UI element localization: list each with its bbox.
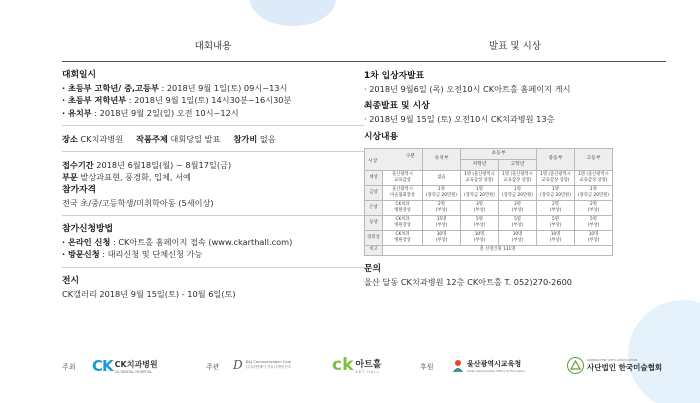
final-announcement-section: [364, 95, 666, 125]
first-announcement-heading: 1차 입상자발표: [364, 71, 425, 81]
schedule-value: : 2018년 9월 2일(일) 오전 10시~12시: [91, 107, 239, 118]
place-label: 장소: [62, 133, 78, 144]
table-cell: 2명 (부상): [537, 200, 575, 215]
reception-section: [62, 152, 364, 216]
award-table-heading: 시상내용: [364, 131, 398, 142]
reception-value: 2018년 6월18일(월) ~ 8월17일(금): [93, 160, 232, 171]
theme-value: 대회당일 발표: [167, 133, 221, 144]
table-cell: 울산광역시 미술협회장상: [383, 185, 423, 200]
fee-label: 참가비: [233, 133, 258, 144]
table-cell: 15명 (부상): [423, 215, 461, 230]
table-cell: 1명 (장학금 20만원): [537, 185, 575, 200]
ck-mark-text: CK: [92, 357, 113, 375]
table-cell: 5명 (부상): [461, 215, 499, 230]
schedule-section: [62, 62, 364, 126]
reception-line: [62, 159, 364, 171]
table-header-high: 고등부: [575, 148, 613, 170]
arthall-logo-text: [353, 357, 381, 374]
exhibition-heading: 전시: [62, 275, 79, 286]
table-note-row: [365, 245, 613, 255]
schedule-value: : 2018년 9월 1일(토) 14시30분~16시30분: [126, 95, 292, 106]
table-header-elementary: 초등부: [461, 148, 537, 159]
apply-label: · 온라인 신청: [62, 237, 111, 248]
contact-value: 울산 달동 CK치과병원 12층 CK아트홀 T. 052)270-2600: [364, 276, 572, 287]
category-label: 부문: [62, 172, 78, 183]
table-cell: 5명 (부상): [499, 215, 537, 230]
table-cell: 10명 (부상): [461, 230, 499, 245]
table-header-kinder: 유치부: [423, 148, 461, 170]
apply-value: : CK아트홀 홈페이지 접속 (www.ckarthall.com): [110, 237, 293, 248]
arthall-logo-sub: ART HALL: [355, 369, 381, 374]
apply-heading: 참가신청방법: [62, 224, 113, 235]
schedule-label: · 초등부 저학년부: [62, 95, 127, 106]
ck-dental-logo: [92, 357, 158, 375]
apply-line: [62, 248, 364, 260]
sponsor-label: 후원: [420, 363, 434, 371]
final-announcement-heading: 최종발표 및 시상: [364, 101, 430, 112]
award-table-header-row: [365, 148, 613, 159]
award-table-section: [364, 126, 666, 256]
schedule-line: [62, 94, 364, 106]
table-cell: 1명 (울산광역시 교육감상 상장): [537, 170, 575, 185]
exhibition-section: [62, 268, 364, 306]
ulsan-education-icon: [452, 359, 464, 373]
table-cell: 없음: [423, 170, 461, 185]
table-row-label: 장려상: [365, 230, 383, 245]
table-cell: 1명 (울산광역시 교육감상 상장): [461, 170, 499, 185]
table-cell: 30명 (부상): [423, 230, 461, 245]
first-announcement-section: [364, 62, 666, 95]
awards-column: [364, 38, 666, 288]
table-cell: CK치과 병원장상: [383, 230, 423, 245]
schedule-line: [62, 82, 364, 94]
table-row-label: 금상: [365, 185, 383, 200]
award-table: [364, 148, 613, 256]
table-corner-cell: [365, 148, 423, 170]
qualification-value: 전국 초/중/고등학생/미취학아동 (5세이상): [62, 197, 214, 208]
place-theme-section: [62, 126, 364, 152]
dj-logo-sub-en: D&J Communication Corp: [245, 360, 292, 364]
korean-fine-arts-sub: KOREAN FINE ARTS ASSOCIATION: [587, 358, 638, 362]
category-line: [62, 171, 364, 183]
host-label: 주최: [62, 363, 76, 371]
korean-fine-arts-name: 사단법인 한국미술협회: [587, 363, 663, 372]
apply-label: · 방문신청: [62, 249, 100, 260]
category-value: 발상과표현, 풍경화, 입체, 서예: [77, 172, 191, 183]
apply-line: [62, 236, 364, 248]
ck-logo-mark: [92, 357, 113, 375]
contact-section: [364, 256, 666, 288]
table-cell: 1명 (울산광역시 교육감상 상장): [499, 170, 537, 185]
table-cell: 10명 (부상): [575, 230, 613, 245]
schedule-label: · 초등부 고학년/ 중,고등부: [62, 83, 159, 93]
table-cell: CK치과 병원장상: [383, 215, 423, 230]
table-row: [365, 170, 613, 185]
schedule-label: · 유치부: [62, 107, 92, 118]
ck-logo-text: [115, 359, 158, 374]
table-cell: 1명 (울산광역시 교육감상 상장): [575, 170, 613, 185]
schedule-heading: 대회일시: [62, 70, 96, 80]
table-cell: 1명 (장학금 20만원): [423, 185, 461, 200]
awards-title: 발표 및 시상: [364, 38, 666, 62]
table-cell: 2명 (부상): [575, 200, 613, 215]
arthall-logo-mark: ck: [332, 355, 354, 375]
table-row-label: 은상: [365, 200, 383, 215]
place-theme-line: [62, 133, 364, 145]
dj-logo-text: [246, 360, 292, 370]
table-row-label: 동상: [365, 215, 383, 230]
table-cell: 1명 (장학금 20만원): [499, 185, 537, 200]
contest-details-title: 대회내용: [62, 38, 364, 62]
table-header-middle: 중등부: [537, 148, 575, 170]
contest-details-column: [62, 38, 364, 306]
table-row: [365, 200, 613, 215]
korean-fine-arts-text: [587, 358, 662, 373]
contact-heading: 문의: [364, 263, 381, 274]
dj-communication-logo: [233, 358, 291, 372]
qualification-heading: 참가자격: [62, 184, 96, 195]
table-cell: 울산광역시 교육감상: [383, 170, 423, 185]
table-row: [365, 185, 613, 200]
table-cell: 5명 (부상): [537, 215, 575, 230]
table-cell: 3명 (부상): [499, 200, 537, 215]
ulsan-education-text: [464, 359, 525, 373]
korean-fine-arts-logo: [567, 357, 662, 374]
arthall-logo-name: 아트홀: [355, 359, 382, 370]
table-header-high-grade: 고학년: [499, 159, 537, 170]
ck-logo-sub: CK DENTAL HOSPITAL: [114, 369, 153, 374]
ulsan-education-sub: Ulsan Metropolitan Office Of Education: [467, 369, 526, 373]
place-value: CK치과병원: [77, 133, 124, 144]
table-row: [365, 215, 613, 230]
ck-logo-name: CK치과병원: [114, 359, 158, 369]
table-corner-top: 구분: [405, 153, 415, 159]
table-cell: 10명 (부상): [499, 230, 537, 245]
reception-label: 접수기간: [62, 160, 94, 171]
ck-arthall-logo: [332, 355, 381, 375]
dj-logo-sub-ko: (주)디엔제이 커뮤니케이션즈: [245, 365, 292, 369]
table-cell: 10명 (부상): [537, 230, 575, 245]
table-row-label: 대상: [365, 170, 383, 185]
final-announcement-value: · 2018년 9월 15일 (토) 오전10시 CK치과병원 13층: [364, 114, 555, 125]
table-cell: 5명 (부상): [575, 215, 613, 230]
ulsan-education-logo: [452, 359, 525, 373]
table-header-low-grade: 저학년: [461, 159, 499, 170]
table-cell: 3명 (부상): [461, 200, 499, 215]
first-announcement-value: · 2018년 9월6일 (목) 오전10시 CK아트홀 홈페이지 게시: [364, 84, 571, 94]
sponsor-footer: [0, 352, 700, 382]
table-cell: 1명 (장학금 20만원): [575, 185, 613, 200]
table-note-value: 총 선정인원 131명: [383, 245, 613, 255]
decorative-blob-top: [250, 0, 336, 26]
dj-logo-mark: D: [233, 358, 243, 372]
fee-value: 없음: [257, 133, 276, 144]
table-row: [365, 230, 613, 245]
table-note-label: 비고: [365, 245, 383, 255]
table-cell: 2명 (부상): [423, 200, 461, 215]
schedule-value: : 2018년 9월 1일(토) 09시~13시: [158, 83, 288, 93]
table-corner-left: 시상: [368, 159, 378, 165]
schedule-line: [62, 107, 364, 119]
apply-section: [62, 216, 364, 268]
table-cell: 1명 (장학금 20만원): [461, 185, 499, 200]
exhibition-value: CK갤러리 2018년 9월 15일(토) - 10월 6일(토): [62, 288, 236, 299]
table-cell: CK치과 병원장상: [383, 200, 423, 215]
korean-fine-arts-icon: [567, 357, 584, 374]
organizer-label: 주관: [206, 363, 220, 371]
apply-value: : 대리신청 및 단체신청 가능: [99, 249, 203, 260]
ulsan-education-name: 울산광역시교육청: [467, 360, 522, 368]
theme-label: 작품주제: [136, 133, 168, 144]
